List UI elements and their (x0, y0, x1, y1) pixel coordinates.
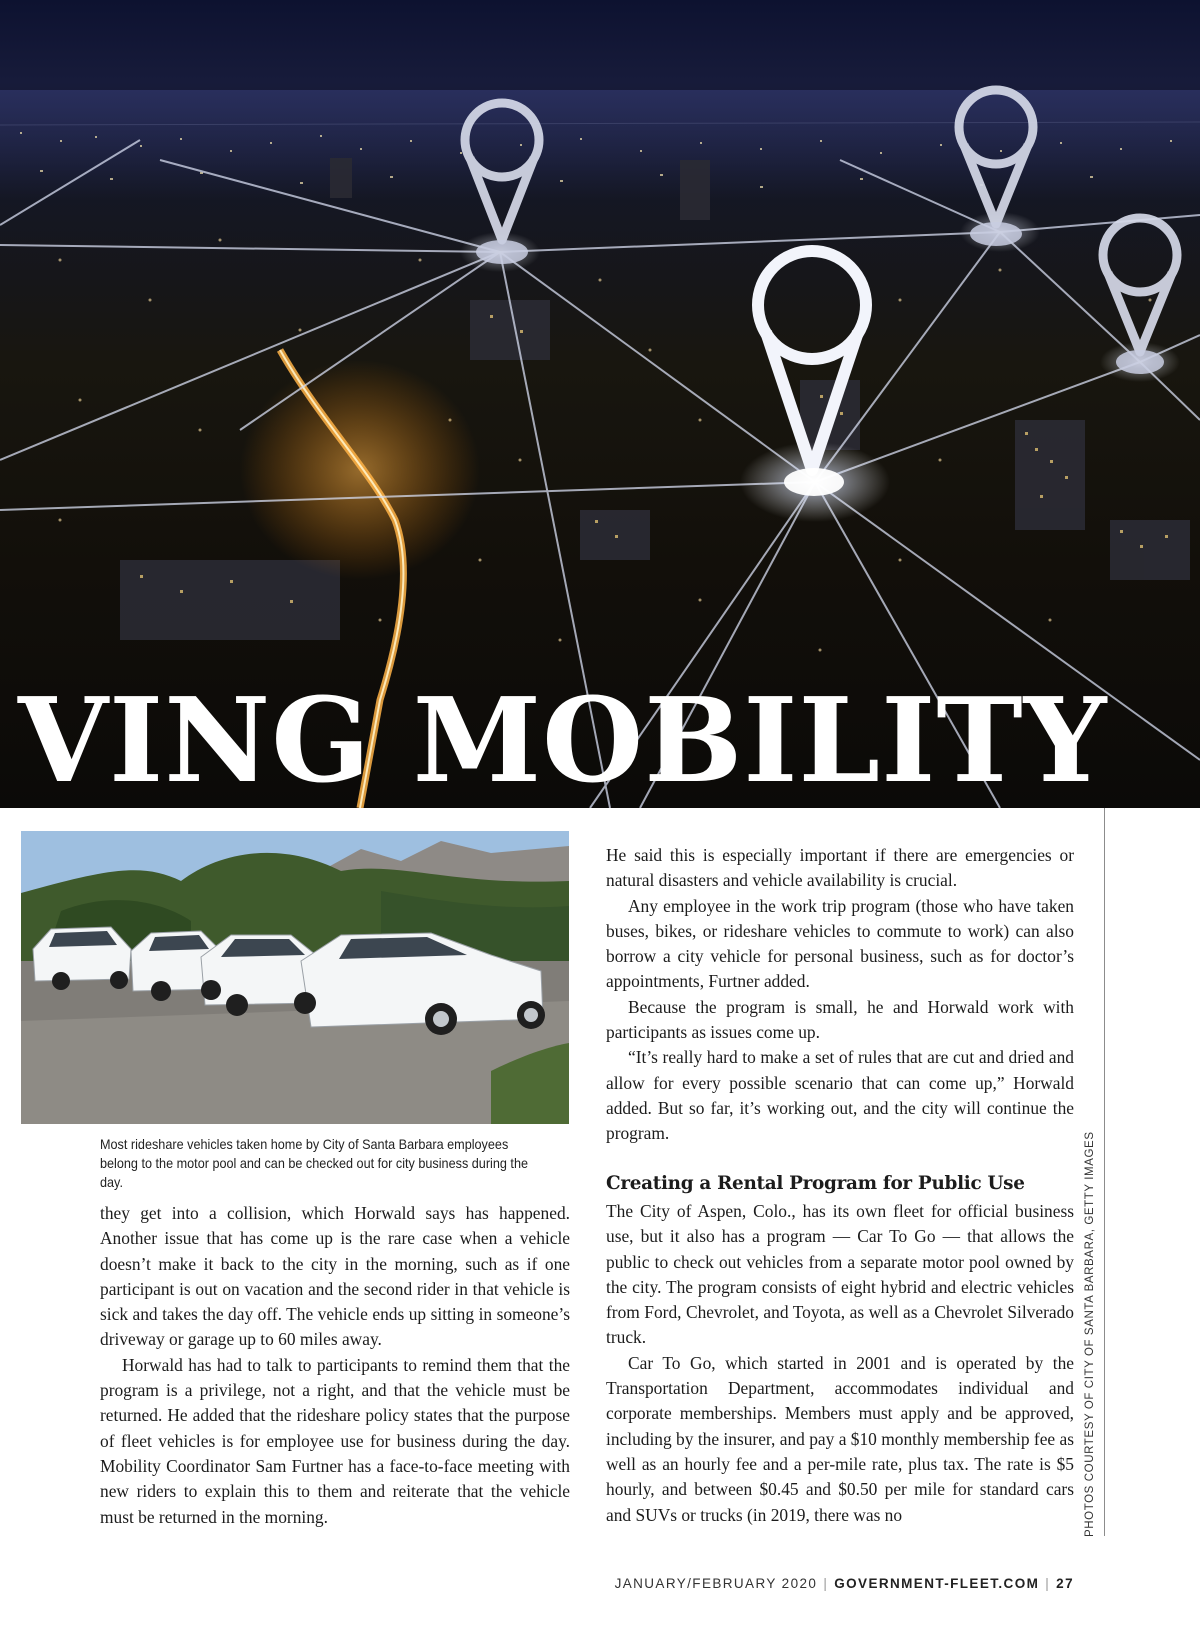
left-column (100, 1201, 570, 1530)
vertical-rule (1104, 808, 1105, 1536)
section-subhead: Creating a Rental Program for Public Use (606, 1173, 1025, 1194)
body-paragraph: they get into a collision, which Horwald says has happened. Another issue that has come up is the rare case when a vehicle doesn’t make it back to the city in the morning, such as if one participant is out on vacation and the second rider in that vehicle is sick and takes the day off. The vehicle ends up sitting in someone’s driveway or garage up to 60 miles away. (100, 1203, 570, 1350)
white-cars-illustration (21, 831, 569, 1124)
parking-lot-photo (21, 831, 569, 1124)
body-paragraph: He said this is especially important if there are emergencies or natural disasters and vehicle availability is crucial. (606, 845, 1074, 891)
right-column-top (606, 843, 1074, 1147)
right-column-bottom (606, 1199, 1074, 1528)
footer-separator: | (823, 1576, 829, 1591)
body-paragraph: Any employee in the work trip program (those who have taken buses, bikes, or rideshare vehicles to commute to work) can also borrow a city vehicle for personal business, such as for doctor’s appointments, Furtner added. (606, 895, 1074, 992)
photo-credit: PHOTOS COURTESY OF CITY OF SANTA BARBARA, GETTY IMAGES (1084, 1131, 1096, 1537)
hero-image (0, 0, 1200, 808)
footer-separator: | (1045, 1576, 1051, 1591)
body-paragraph: Car To Go, which started in 2001 and is operated by the Transportation Department, accommodates individual and corporate memberships. Members must apply and be approved, including by the insurer, and pay a $10 monthly membership fee as well as an hourly fee and a per-mile rate, plus tax. The rate is $5 hourly, and between $0.45 and $0.50 per mile for standard cars and SUVs or trucks (in 2019, there was no (606, 1352, 1074, 1525)
photo-caption: Most rideshare vehicles taken home by City of Santa Barbara employees belong to the motor pool and can be checked out for city business during the day. (100, 1137, 529, 1190)
publication-name: GOVERNMENT-FLEET.COM (834, 1576, 1040, 1591)
hero-title: VING MOBILITY (18, 673, 1108, 808)
body-paragraph: The City of Aspen, Colo., has its own fleet for official business use, but it also has a program — Car To Go — that allows the public to check out vehicles from a separate motor pool owned by the city. The program consists of eight hybrid and electric vehicles from Ford, Chevrolet, and Toyota, as well as a Chevrolet Silverado truck. (606, 1201, 1074, 1348)
issue-date: JANUARY/FEBRUARY 2020 (614, 1576, 818, 1591)
page-footer (615, 1576, 1074, 1591)
body-paragraph: Because the program is small, he and Horwald work with participants as issues come up. (606, 996, 1074, 1043)
body-paragraph: Horwald has had to talk to participants to remind them that the program is a privilege, not a right, and that the vehicle must be returned. He added that the rideshare policy states that the purpose of fleet vehicles is for employee use for business during the day. Mobility Coordinator Sam Furtner has a face-to-face meeting with new riders to explain this to them and reiterate that the vehicle must be returned in the morning. (100, 1354, 570, 1527)
page-number: 27 (1056, 1576, 1074, 1591)
map-pin-icon (1103, 218, 1177, 352)
body-paragraph: “It’s really hard to make a set of rules that are cut and dried and allow for every possible scenario that can come up,” Horwald added. But so far, it’s working out, and the city will continue the program. (606, 1047, 1074, 1144)
